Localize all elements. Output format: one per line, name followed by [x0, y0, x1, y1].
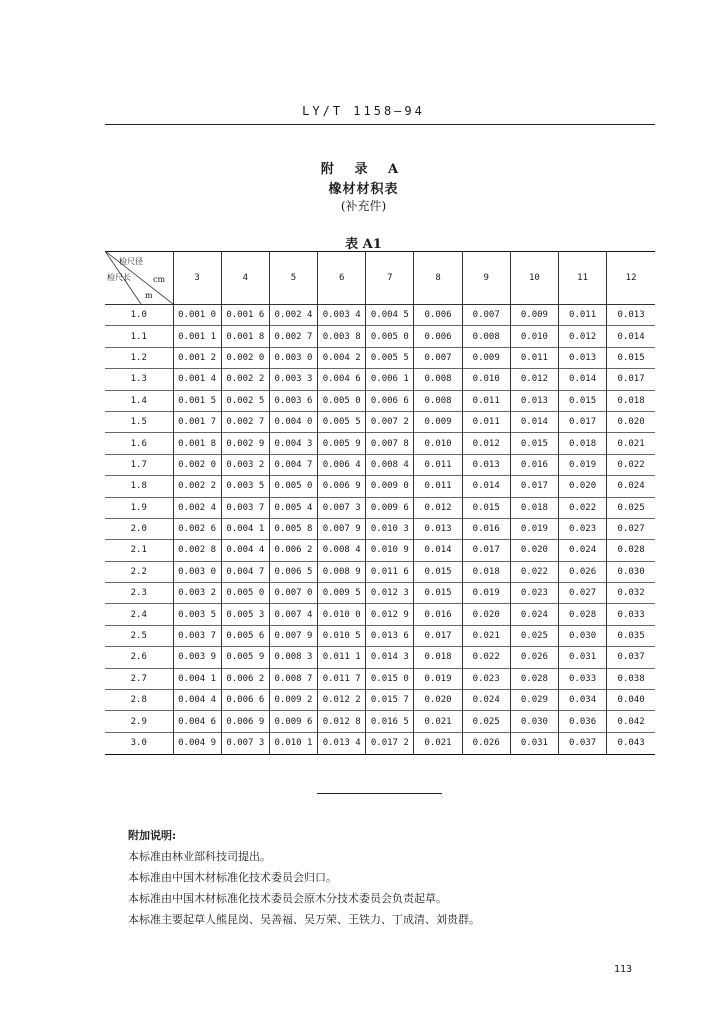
volume-cell: 0.004 4: [173, 690, 221, 711]
column-header-diameter: 3: [173, 251, 221, 305]
volume-cell: 0.008 3: [269, 647, 317, 668]
volume-cell: 0.023: [462, 668, 510, 689]
volume-cell: 0.013: [607, 305, 655, 326]
volume-cell: 0.014: [462, 476, 510, 497]
volume-cell: 0.036: [559, 711, 607, 732]
column-header-diameter: 8: [414, 251, 462, 305]
volume-cell: 0.026: [559, 561, 607, 582]
row-length-cell: 2.9: [105, 711, 173, 732]
volume-cell: 0.013: [559, 347, 607, 368]
volume-cell: 0.004 1: [173, 668, 221, 689]
volume-cell: 0.032: [607, 583, 655, 604]
row-length-cell: 2.4: [105, 604, 173, 625]
volume-cell: 0.035: [607, 625, 655, 646]
volume-cell: 0.026: [510, 647, 558, 668]
volume-cell: 0.006 6: [221, 690, 269, 711]
column-header-diameter: 7: [366, 251, 414, 305]
note-line: 本标准由中国木材标准化技术委员会归口。: [128, 871, 337, 884]
volume-cell: 0.009 6: [366, 497, 414, 518]
volume-cell: 0.013 6: [366, 625, 414, 646]
column-header-diameter: 4: [221, 251, 269, 305]
volume-cell: 0.008 4: [366, 454, 414, 475]
column-header-diameter: 10: [510, 251, 558, 305]
volume-cell: 0.005 3: [221, 604, 269, 625]
volume-cell: 0.007 3: [221, 732, 269, 753]
volume-cell: 0.001 8: [173, 433, 221, 454]
volume-cell: 0.012 2: [318, 690, 366, 711]
volume-cell: 0.012: [510, 369, 558, 390]
volume-cell: 0.017 2: [366, 732, 414, 753]
volume-cell: 0.016: [414, 604, 462, 625]
volume-cell: 0.004 3: [269, 433, 317, 454]
volume-cell: 0.007 9: [269, 625, 317, 646]
volume-cell: 0.010: [414, 433, 462, 454]
volume-cell: 0.007 0: [269, 583, 317, 604]
volume-cell: 0.012: [559, 326, 607, 347]
table-row: [105, 690, 655, 711]
volume-cell: 0.014 3: [366, 647, 414, 668]
volume-cell: 0.029: [510, 690, 558, 711]
volume-cell: 0.024: [559, 540, 607, 561]
volume-cell: 0.001 7: [173, 411, 221, 432]
volume-cell: 0.001 0: [173, 305, 221, 326]
volume-cell: 0.001 6: [221, 305, 269, 326]
volume-cell: 0.003 2: [221, 454, 269, 475]
volume-cell: 0.006 2: [221, 668, 269, 689]
volume-cell: 0.007 3: [318, 497, 366, 518]
row-length-cell: 1.2: [105, 347, 173, 368]
column-header-diameter: 5: [269, 251, 317, 305]
appendix-note: (补充件): [340, 199, 387, 213]
volume-cell: 0.031: [510, 732, 558, 753]
volume-cell: 0.010 3: [366, 518, 414, 539]
volume-cell: 0.025: [462, 711, 510, 732]
volume-cell: 0.011 1: [318, 647, 366, 668]
volume-table: [105, 251, 655, 754]
volume-cell: 0.008 9: [318, 561, 366, 582]
volume-cell: 0.016: [510, 454, 558, 475]
volume-cell: 0.003 7: [173, 625, 221, 646]
volume-cell: 0.006 9: [221, 711, 269, 732]
table-corner-cell: [105, 251, 173, 305]
volume-cell: 0.023: [510, 583, 558, 604]
row-length-cell: 2.7: [105, 668, 173, 689]
volume-cell: 0.007 9: [318, 518, 366, 539]
table-row: [105, 625, 655, 646]
volume-cell: 0.014: [510, 411, 558, 432]
column-header-diameter: 12: [607, 251, 655, 305]
volume-cell: 0.017: [559, 411, 607, 432]
volume-cell: 0.023: [559, 518, 607, 539]
table-caption: 表 A1: [345, 237, 382, 252]
row-length-cell: 1.4: [105, 390, 173, 411]
volume-cell: 0.040: [607, 690, 655, 711]
volume-cell: 0.020: [510, 540, 558, 561]
volume-cell: 0.008 7: [269, 668, 317, 689]
row-length-cell: 1.3: [105, 369, 173, 390]
volume-cell: 0.007 2: [366, 411, 414, 432]
volume-cell: 0.028: [559, 604, 607, 625]
row-length-cell: 1.7: [105, 454, 173, 475]
volume-cell: 0.001 8: [221, 326, 269, 347]
volume-cell: 0.007: [462, 305, 510, 326]
appendix-label: 附 录 A: [320, 162, 407, 177]
volume-cell: 0.009 6: [269, 711, 317, 732]
volume-cell: 0.024: [510, 604, 558, 625]
corner-diameter-unit: cm: [153, 275, 166, 284]
table-row: [105, 326, 655, 347]
standard-code: LY/T 1158—94: [302, 104, 425, 118]
table-row: [105, 390, 655, 411]
row-length-cell: 1.1: [105, 326, 173, 347]
header-rule: [105, 124, 655, 125]
volume-cell: 0.020: [414, 690, 462, 711]
row-length-cell: 2.8: [105, 690, 173, 711]
row-length-cell: 3.0: [105, 732, 173, 753]
volume-cell: 0.003 5: [173, 604, 221, 625]
volume-cell: 0.012 3: [366, 583, 414, 604]
volume-cell: 0.015: [462, 497, 510, 518]
volume-cell: 0.005 8: [269, 518, 317, 539]
volume-cell: 0.018: [414, 647, 462, 668]
volume-cell: 0.018: [462, 561, 510, 582]
row-length-cell: 1.5: [105, 411, 173, 432]
table-row: [105, 411, 655, 432]
volume-cell: 0.019: [510, 518, 558, 539]
volume-cell: 0.010 1: [269, 732, 317, 753]
volume-cell: 0.015: [559, 390, 607, 411]
volume-cell: 0.013: [462, 454, 510, 475]
volume-cell: 0.008: [462, 326, 510, 347]
volume-cell: 0.003 7: [221, 497, 269, 518]
volume-cell: 0.003 6: [269, 390, 317, 411]
row-length-cell: 2.6: [105, 647, 173, 668]
table-row: [105, 561, 655, 582]
volume-cell: 0.003 4: [318, 305, 366, 326]
volume-cell: 0.015: [414, 583, 462, 604]
row-length-cell: 2.5: [105, 625, 173, 646]
volume-cell: 0.037: [607, 647, 655, 668]
volume-cell: 0.038: [607, 668, 655, 689]
volume-cell: 0.020: [462, 604, 510, 625]
appendix-title: 橡材材积表: [328, 182, 399, 197]
volume-cell: 0.009 5: [318, 583, 366, 604]
volume-cell: 0.004 0: [269, 411, 317, 432]
volume-cell: 0.002 6: [173, 518, 221, 539]
volume-cell: 0.002 4: [173, 497, 221, 518]
volume-cell: 0.006 2: [269, 540, 317, 561]
volume-cell: 0.002 5: [221, 390, 269, 411]
volume-cell: 0.017: [607, 369, 655, 390]
volume-cell: 0.034: [559, 690, 607, 711]
volume-cell: 0.011 6: [366, 561, 414, 582]
volume-cell: 0.019: [414, 668, 462, 689]
column-header-diameter: 9: [462, 251, 510, 305]
volume-cell: 0.017: [462, 540, 510, 561]
volume-cell: 0.010 9: [366, 540, 414, 561]
volume-cell: 0.016: [462, 518, 510, 539]
row-length-cell: 1.6: [105, 433, 173, 454]
column-header-diameter: 6: [318, 251, 366, 305]
volume-cell: 0.011: [414, 476, 462, 497]
volume-cell: 0.005 6: [221, 625, 269, 646]
column-header-diameter: 11: [559, 251, 607, 305]
table-row: [105, 583, 655, 604]
table-row: [105, 711, 655, 732]
table-bottom-rule: [105, 754, 655, 755]
volume-cell: 0.007 4: [269, 604, 317, 625]
volume-cell: 0.009 0: [366, 476, 414, 497]
table-row: [105, 647, 655, 668]
volume-cell: 0.003 2: [173, 583, 221, 604]
volume-cell: 0.020: [607, 411, 655, 432]
volume-cell: 0.004 4: [221, 540, 269, 561]
volume-cell: 0.030: [510, 711, 558, 732]
volume-cell: 0.014: [607, 326, 655, 347]
volume-cell: 0.005 5: [366, 347, 414, 368]
row-length-cell: 1.8: [105, 476, 173, 497]
volume-cell: 0.021: [414, 732, 462, 753]
volume-cell: 0.014: [414, 540, 462, 561]
volume-cell: 0.003 8: [318, 326, 366, 347]
volume-cell: 0.025: [607, 497, 655, 518]
volume-cell: 0.025: [510, 625, 558, 646]
volume-cell: 0.018: [510, 497, 558, 518]
volume-cell: 0.014: [559, 369, 607, 390]
volume-cell: 0.024: [462, 690, 510, 711]
volume-cell: 0.009 2: [269, 690, 317, 711]
volume-cell: 0.022: [607, 454, 655, 475]
volume-cell: 0.026: [462, 732, 510, 753]
volume-cell: 0.009: [510, 305, 558, 326]
volume-cell: 0.002 7: [269, 326, 317, 347]
volume-cell: 0.028: [607, 540, 655, 561]
volume-cell: 0.011 7: [318, 668, 366, 689]
volume-cell: 0.013 4: [318, 732, 366, 753]
volume-cell: 0.006 5: [269, 561, 317, 582]
volume-cell: 0.010: [462, 369, 510, 390]
table-row: [105, 518, 655, 539]
table-row: [105, 540, 655, 561]
table-row: [105, 497, 655, 518]
row-length-cell: 1.0: [130, 310, 147, 321]
volume-cell: 0.006 6: [366, 390, 414, 411]
volume-cell: 0.020: [559, 476, 607, 497]
table-row: [105, 668, 655, 689]
row-length-cell: 2.3: [105, 583, 173, 604]
volume-cell: 0.004 7: [221, 561, 269, 582]
volume-cell: 0.004 7: [269, 454, 317, 475]
end-rule: [317, 793, 442, 794]
volume-cell: 0.011: [559, 305, 607, 326]
table-row: [105, 433, 655, 454]
volume-cell: 0.003 0: [269, 347, 317, 368]
volume-cell: 0.042: [607, 711, 655, 732]
volume-cell: 0.030: [607, 561, 655, 582]
notes-heading: 附加说明:: [128, 829, 177, 842]
volume-cell: 0.019: [462, 583, 510, 604]
volume-cell: 0.018: [607, 390, 655, 411]
table-row: [105, 732, 655, 753]
table-row: [105, 454, 655, 475]
volume-cell: 0.010: [510, 326, 558, 347]
volume-cell: 0.013: [414, 518, 462, 539]
volume-cell: 0.022: [462, 647, 510, 668]
volume-cell: 0.016 5: [366, 711, 414, 732]
corner-diameter-label: 检尺径: [119, 257, 143, 266]
volume-cell: 0.001 1: [173, 326, 221, 347]
volume-cell: 0.024: [607, 476, 655, 497]
volume-cell: 0.001 2: [173, 347, 221, 368]
volume-cell: 0.011: [414, 454, 462, 475]
volume-cell: 0.002 7: [221, 411, 269, 432]
volume-cell: 0.006: [414, 326, 462, 347]
table-header-row: [105, 251, 655, 305]
volume-cell: 0.010 0: [318, 604, 366, 625]
volume-cell: 0.022: [559, 497, 607, 518]
volume-cell: 0.002 4: [269, 305, 317, 326]
volume-cell: 0.037: [559, 732, 607, 753]
volume-cell: 0.002 8: [173, 540, 221, 561]
volume-cell: 0.002 2: [221, 369, 269, 390]
volume-cell: 0.005 0: [366, 326, 414, 347]
volume-cell: 0.002 0: [173, 454, 221, 475]
volume-cell: 0.005 5: [318, 411, 366, 432]
volume-cell: 0.021: [462, 625, 510, 646]
volume-cell: 0.015: [510, 433, 558, 454]
row-length-cell: 2.1: [105, 540, 173, 561]
corner-length-unit: m: [145, 291, 153, 300]
volume-cell: 0.004 1: [221, 518, 269, 539]
volume-cell: 0.031: [559, 647, 607, 668]
volume-cell: 0.015 7: [366, 690, 414, 711]
volume-cell: 0.002 0: [221, 347, 269, 368]
volume-cell: 0.005 0: [221, 583, 269, 604]
volume-cell: 0.027: [559, 583, 607, 604]
row-length-cell: 2.0: [105, 518, 173, 539]
volume-cell: 0.018: [559, 433, 607, 454]
volume-cell: 0.006 1: [366, 369, 414, 390]
note-line: 本标准由中国木材标准化技术委员会原木分技术委员会负责起草。: [128, 892, 447, 905]
volume-cell: 0.012: [414, 497, 462, 518]
volume-cell: 0.021: [607, 433, 655, 454]
volume-cell: 0.002 2: [173, 476, 221, 497]
corner-length-label: 检尺长: [107, 273, 131, 282]
volume-cell: 0.015 0: [366, 668, 414, 689]
volume-cell: 0.011: [510, 347, 558, 368]
table-body: [105, 305, 655, 754]
volume-cell: 0.001 4: [173, 369, 221, 390]
volume-cell: 0.005 0: [318, 390, 366, 411]
volume-cell: 0.004 6: [318, 369, 366, 390]
table-row: [105, 476, 655, 497]
volume-cell: 0.006 9: [318, 476, 366, 497]
volume-cell: 0.003 0: [173, 561, 221, 582]
volume-cell: 0.003 3: [269, 369, 317, 390]
volume-cell: 0.012: [462, 433, 510, 454]
note-line: 本标准主要起草人熊昆岗、吴善福、吴万荣、王铁力、丁成清、刘贵群。: [128, 913, 480, 926]
volume-cell: 0.004 9: [173, 732, 221, 753]
volume-cell: 0.007: [414, 347, 462, 368]
volume-cell: 0.005 0: [269, 476, 317, 497]
volume-cell: 0.004 5: [366, 305, 414, 326]
volume-cell: 0.004 6: [173, 711, 221, 732]
volume-cell: 0.033: [559, 668, 607, 689]
volume-cell: 0.005 9: [318, 433, 366, 454]
volume-cell: 0.017: [414, 625, 462, 646]
volume-cell: 0.005 4: [269, 497, 317, 518]
volume-cell: 0.002 9: [221, 433, 269, 454]
volume-cell: 0.011: [462, 411, 510, 432]
volume-cell: 0.006: [414, 305, 462, 326]
volume-cell: 0.017: [510, 476, 558, 497]
volume-cell: 0.015: [414, 561, 462, 582]
volume-cell: 0.027: [607, 518, 655, 539]
volume-cell: 0.004 2: [318, 347, 366, 368]
row-length-cell: 2.2: [105, 561, 173, 582]
table-row: [105, 305, 655, 326]
table-row: [105, 604, 655, 625]
volume-cell: 0.021: [414, 711, 462, 732]
volume-cell: 0.030: [559, 625, 607, 646]
volume-cell: 0.022: [510, 561, 558, 582]
volume-cell: 0.008: [414, 369, 462, 390]
volume-cell: 0.003 5: [221, 476, 269, 497]
volume-cell: 0.008 4: [318, 540, 366, 561]
table-row: [105, 369, 655, 390]
volume-cell: 0.001 5: [173, 390, 221, 411]
volume-cell: 0.012 9: [366, 604, 414, 625]
volume-cell: 0.019: [559, 454, 607, 475]
volume-cell: 0.006 4: [318, 454, 366, 475]
volume-cell: 0.013: [510, 390, 558, 411]
volume-cell: 0.010 5: [318, 625, 366, 646]
volume-cell: 0.011: [462, 390, 510, 411]
volume-cell: 0.008: [414, 390, 462, 411]
volume-cell: 0.003 9: [173, 647, 221, 668]
volume-cell: 0.009: [414, 411, 462, 432]
additional-notes: [128, 825, 480, 930]
volume-cell: 0.005 9: [221, 647, 269, 668]
table-row: [105, 347, 655, 368]
volume-cell: 0.033: [607, 604, 655, 625]
page-number: 113: [614, 964, 633, 975]
volume-cell: 0.007 8: [366, 433, 414, 454]
volume-cell: 0.015: [607, 347, 655, 368]
volume-cell: 0.043: [607, 732, 655, 753]
note-line: 本标准由林业部科技司提出。: [128, 850, 271, 863]
volume-cell: 0.028: [510, 668, 558, 689]
volume-cell: 0.009: [462, 347, 510, 368]
volume-cell: 0.012 8: [318, 711, 366, 732]
row-length-cell: 1.9: [105, 497, 173, 518]
